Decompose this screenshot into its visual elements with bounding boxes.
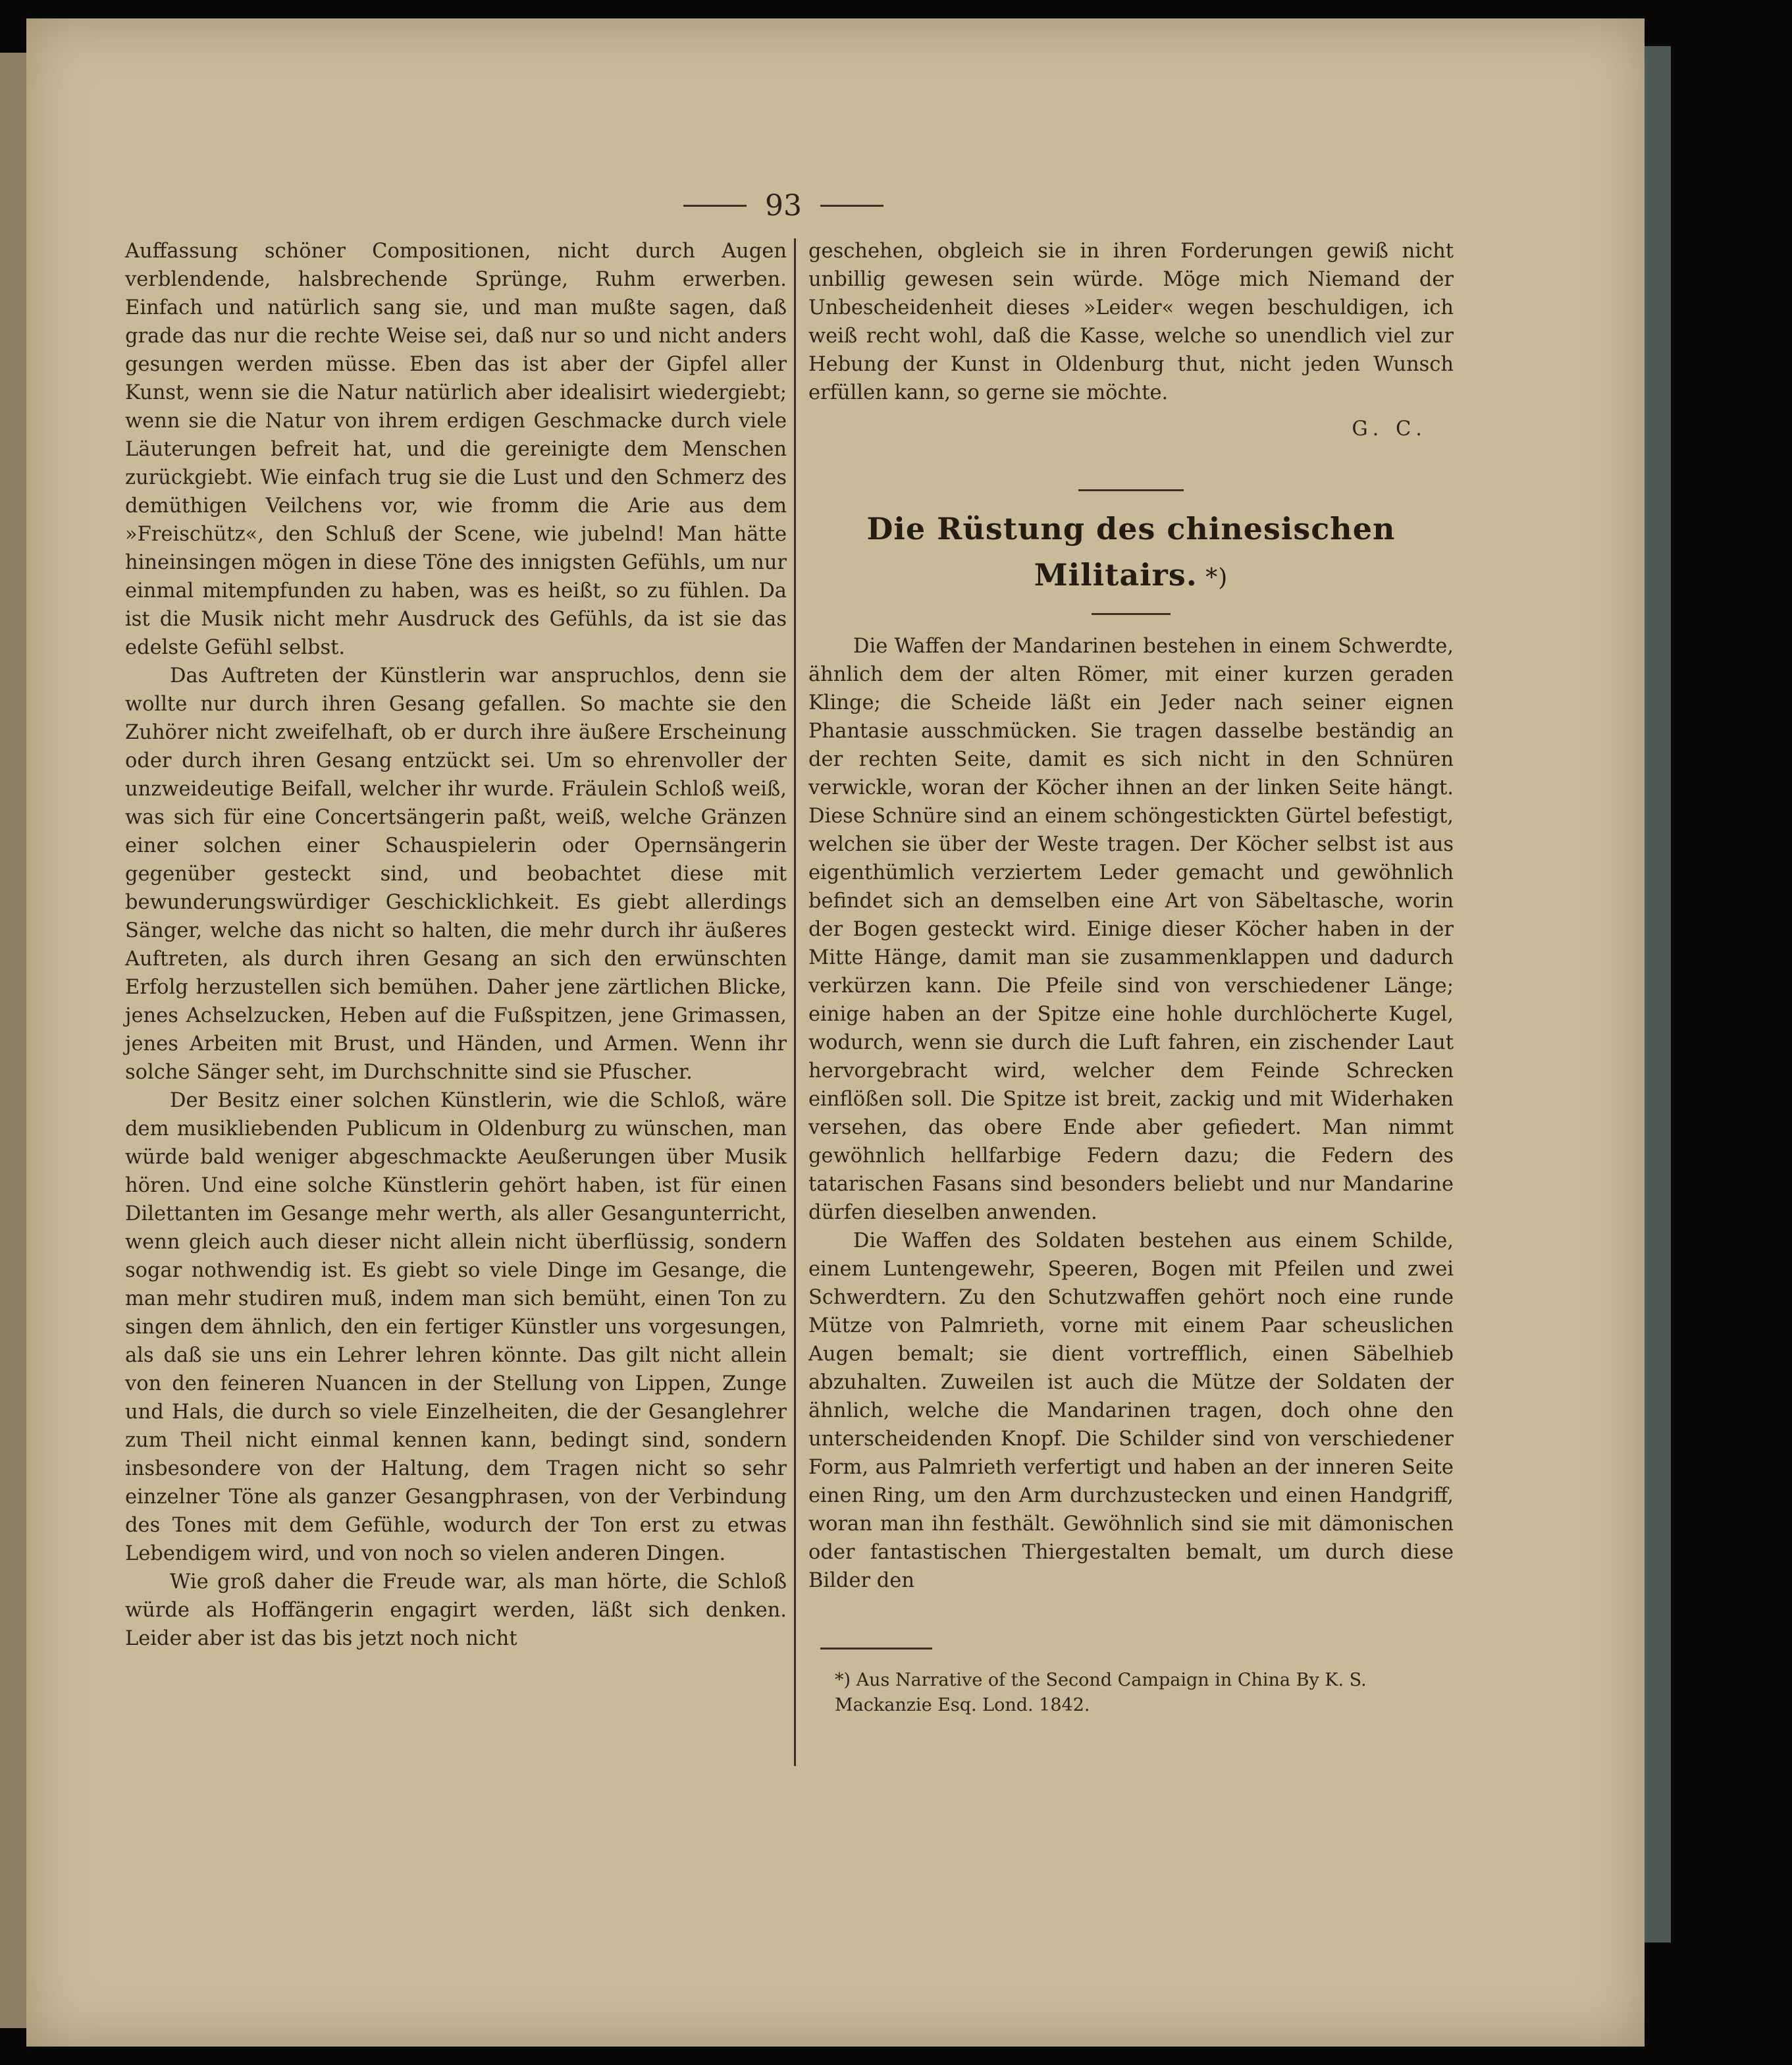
left-paragraph-4: Wie groß daher die Freude war, als man hörte, die Schloß würde als Hoffängerin engagirt werden, läßt sich denken. Leider aber ist das bis jetzt noch nicht bbox=[125, 1570, 787, 1650]
article-title-line2: Militairs. bbox=[1034, 557, 1198, 593]
footnote: *) Aus Narrative of the Second Campaign in China By K. S. Mackanzie Esq. Lond. 1842. bbox=[835, 1670, 1367, 1715]
section-separator bbox=[1078, 489, 1184, 491]
left-paragraph-1: Auffassung schöner Compositionen, nicht durch Augen verblendende, halsbrechende Sprünge, Ruhm erwerben. Einfach und natürlich sang sie, und man mußte sagen, daß grade das nur die rechte Weise sei, daß nur so und nicht anders gesungen werden müsse. Eben das ist aber der Gipfel aller Kunst, wenn sie die Natur natürlich aber idealisirt wiedergiebt; wenn sie die Natur von ihrem erdigen Geschmacke durch viele Läuterungen befreit hat, und die gereinigte dem Menschen zurückgiebt. Wie einfach trug sie die Lust und den Schmerz des demüthigen Veilchens vor, wie fromm die Arie aus dem »Freischütz«, den Schluß der Scene, wie jubelnd! Man hätte hineinsingen mögen in diese Töne des innigsten Gefühls, um nur einmal mitempfunden zu haben, was es heißt, so zu fühlen. Da ist die Musik nicht mehr Ausdruck des Gefühls, da ist sie das edelste Gefühl selbst. bbox=[125, 240, 787, 659]
book-cover-edge bbox=[1645, 46, 1671, 1943]
article-paragraph-1: Die Waffen der Mandarinen bestehen in einem Schwerdte, ähnlich dem der alten Römer, mit einer kurzen geraden Klinge; die Scheide läßt ein Jeder nach seiner eignen Phantasie ausschmücken. Sie tragen dasselbe beständig an der rechten Seite, damit es sich nicht in den Schnüren verwickle, woran der Köcher ihnen an der linken Seite hängt. Diese Schnüre sind an einem schöngestickten Gürtel befestigt, welchen sie über der Weste tragen. Der Köcher selbst ist aus eigenthümlich verziertem Leder gemacht und gewöhnlich befindet sich an demselben eine Art von Säbeltasche, worin der Bogen gesteckt wird. Einige dieser Köcher haben in der Mitte Hänge, damit man sie zusammenklappen und dadurch verkürzen kann. Die Pfeile sind von verschiedener Länge; einige haben an der Spitze eine hohle durchlöcherte Kugel, wodurch, wenn sie durch die Luft fahren, ein zischender Laut hervorgebracht wird, welcher dem Feinde Schrecken einflößen soll. Die Spitze ist breit, zackig und mit Widerhaken versehen, das obere Ende aber gefiedert. Man nimmt gewöhnlich hellfarbige Federn dazu; die Federn des tatarischen Fasans sind besonders beliebt und nur Mandarine dürfen dieselben anwenden. bbox=[808, 635, 1454, 1224]
right-column bbox=[808, 237, 1454, 1718]
page-number-rule-right bbox=[820, 205, 883, 207]
footnote-rule bbox=[820, 1648, 932, 1649]
author-signature: G. C. bbox=[1352, 417, 1427, 441]
article-paragraph-2: Die Waffen des Soldaten bestehen aus einem Schilde, einem Luntengewehr, Speeren, Bogen mit Pfeilen und zwei Schwerdtern. Zu den Schutzwaffen gehört noch eine runde Mütze von Palmrieth, vorne mit einem Paar scheuslichen Augen bemalt; sie dient vortrefflich, einen Säbelhieb abzuhalten. Zuweilen ist auch die Mütze der Soldaten der ähnlich, welche die Mandarinen tragen, doch ohne den unterscheidenden Knopf. Die Schilder sind von verschiedener Form, aus Palmrieth verfertigt und haben an der inneren Seite einen Ring, um den Arm durchzustecken und einen Handgriff, woran man ihn festhält. Gewöhnlich sind sie mit dämonischen oder fantastischen Thiergestalten bemalt, um durch diese Bilder den bbox=[808, 1229, 1454, 1592]
right-continuation: geschehen, obgleich sie in ihren Forderungen gewiß nicht unbillig gewesen sein würde. Möge mich Niemand der Unbescheidenheit dieses »Leider« wegen beschuldigen, ich weiß recht wohl, daß die Kasse, welche so unendlich viel zur Hebung der Kunst in Oldenburg thut, nicht jeden Wunsch erfüllen kann, so gerne sie möchte. bbox=[808, 240, 1454, 404]
article-title-line1: Die Rüstung des chinesischen bbox=[866, 511, 1396, 547]
footnote-marker: *) bbox=[1197, 564, 1228, 591]
page-number bbox=[672, 186, 895, 225]
left-paragraph-3: Der Besitz einer solchen Künstlerin, wie die Schloß, wäre dem musikliebenden Publicum in Oldenburg zu wünschen, man würde bald weniger abgeschmackte Aeußerungen über Musik hören. Und eine solche Künstlerin gehört haben, ist für einen Dilettanten im Gesange mehr werth, als aller Gesangunterricht, wenn gleich auch dieser nicht allein nicht überflüssig, sondern sogar nothwendig ist. Es giebt so viele Dinge im Gesange, die man mehr studiren muß, indem man sich bemüht, einen Ton zu singen dem ähnlich, den ein fertiger Künstler uns vorgesungen, als daß sie uns ein Lehrer lehren könnte. Das gilt nicht allein von den feineren Nuancen in der Stellung von Lippen, Zunge und Hals, die durch so viele Einzelheiten, die der Gesanglehrer zum Theil nicht einmal kennen kann, bedingt sind, sondern insbesondere von der Haltung, dem Tragen nicht so sehr einzelner Töne als ganzer Gesangphrasen, von der Verbindung des Tones mit dem Gefühle, wodurch der Ton erst zu etwas Lebendigem wird, und von noch so vielen anderen Dingen. bbox=[125, 1089, 787, 1565]
left-column bbox=[125, 237, 787, 1653]
previous-page-edge bbox=[0, 53, 26, 2028]
article-title bbox=[808, 506, 1454, 601]
column-divider bbox=[794, 238, 796, 1766]
left-paragraph-2: Das Auftreten der Künstlerin war anspruchlos, denn sie wollte nur durch ihren Gesang gefallen. So machte sie den Zuhörer nicht zweifelhaft, ob er durch ihre äußere Erscheinung oder durch ihren Gesang entzückt sei. Um so ehrenvoller der unzweideutige Beifall, welcher ihr wurde. Fräulein Schloß weiß, was sich für eine Concertsängerin paßt, weiß, welche Gränzen einer solchen einer Schauspielerin oder Opernsängerin gegenüber gesteckt sind, und beobachtet diese mit bewunderungswürdiger Geschicklichkeit. Es giebt allerdings Sänger, welche das nicht so halten, die mehr durch ihr äußeres Auftreten, als durch ihren Gesang an sich den erwünschten Erfolg herzustellen sich bemühen. Daher jene zärtlichen Blicke, jenes Achselzucken, Heben auf die Fußspitzen, jene Grimassen, jenes Arbeiten mit Brust, und Händen, und Armen. Wenn ihr solche Sänger seht, im Durchschnitte sind sie Pfuscher. bbox=[125, 664, 787, 1084]
title-underline bbox=[1092, 613, 1171, 615]
page-number-rule-left bbox=[683, 205, 747, 207]
page-number-text: 93 bbox=[765, 188, 802, 223]
